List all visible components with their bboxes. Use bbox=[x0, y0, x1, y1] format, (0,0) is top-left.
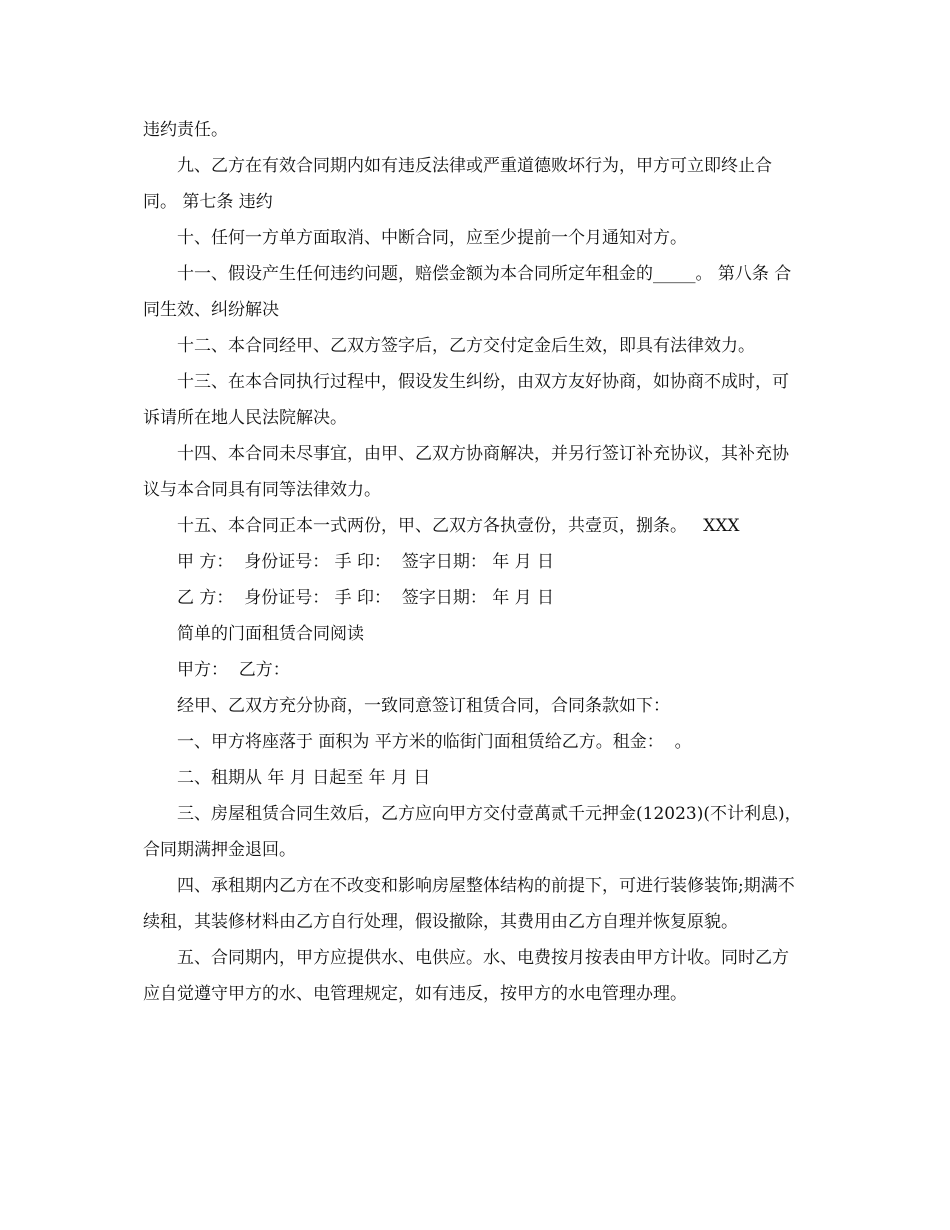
parties-line: 甲方： 乙方： bbox=[177, 660, 290, 680]
paragraph-item-1: 一、甲方将座落于 面积为 平方米的临街门面租赁给乙方。租金： 。 bbox=[177, 732, 692, 752]
paragraph-clause-9: 九、乙方在有效合同期内如有违反法律或严重道德败坏行为，甲方可立即终止合同。 第七条 违约 bbox=[143, 156, 772, 212]
paragraph-clause-15: 十五、本合同正本一式两份，甲、乙双方各执壹份，共壹页，捌条。 XXX bbox=[177, 516, 740, 536]
document-body bbox=[143, 112, 803, 1012]
signature-line-party-a: 甲 方： 身份证号： 手 印： 签字日期： 年 月 日 bbox=[177, 552, 555, 572]
paragraph-clause-10: 十、任何一方单方面取消、中断合同，应至少提前一个月通知对方。 bbox=[177, 228, 687, 248]
paragraph-clause-14: 十四、本合同未尽事宜，由甲、乙双方协商解决，并另行签订补充协议，其补充协议与本合同具有同等法律效力。 bbox=[143, 444, 789, 500]
paragraph-item-2: 二、租期从 年 月 日起至 年 月 日 bbox=[177, 768, 431, 788]
paragraph-item-3: 三、房屋租赁合同生效后，乙方应向甲方交付壹萬贰千元押金(12023)(不计利息)，合同期满押金退回。 bbox=[143, 804, 802, 860]
paragraph-item-5: 五、合同期内，甲方应提供水、电供应。水、电费按月按表由甲方计收。同时乙方应自觉遵守甲方的水、电管理规定，如有违反，按甲方的水电管理办理。 bbox=[143, 948, 789, 1004]
signature-line-party-b: 乙 方： 身份证号： 手 印： 签字日期： 年 月 日 bbox=[177, 588, 555, 608]
paragraph-item-4: 四、承租期内乙方在不改变和影响房屋整体结构的前提下，可进行装修装饰;期满不续租，其装修材料由乙方自行处理，假设撤除，其费用由乙方自理并恢复原貌。 bbox=[143, 876, 795, 932]
paragraph-clause-13: 十三、在本合同执行过程中，假设发生纠纷，由双方友好协商，如协商不成时，可诉请所在地人民法院解决。 bbox=[143, 372, 789, 428]
agreement-intro: 经甲、乙双方充分协商，一致同意签订租赁合同，合同条款如下： bbox=[177, 696, 670, 716]
paragraph-clause-12: 十二、本合同经甲、乙双方签字后，乙方交付定金后生效，即具有法律效力。 bbox=[177, 336, 755, 356]
paragraph-liability: 违约责任。 bbox=[143, 120, 228, 140]
section-title: 简单的门面租赁合同阅读 bbox=[177, 624, 364, 644]
paragraph-clause-11: 十一、假设产生任何违约问题，赔偿金额为本合同所定年租金的_____。 第八条 合同生效、纠纷解决 bbox=[143, 264, 792, 320]
